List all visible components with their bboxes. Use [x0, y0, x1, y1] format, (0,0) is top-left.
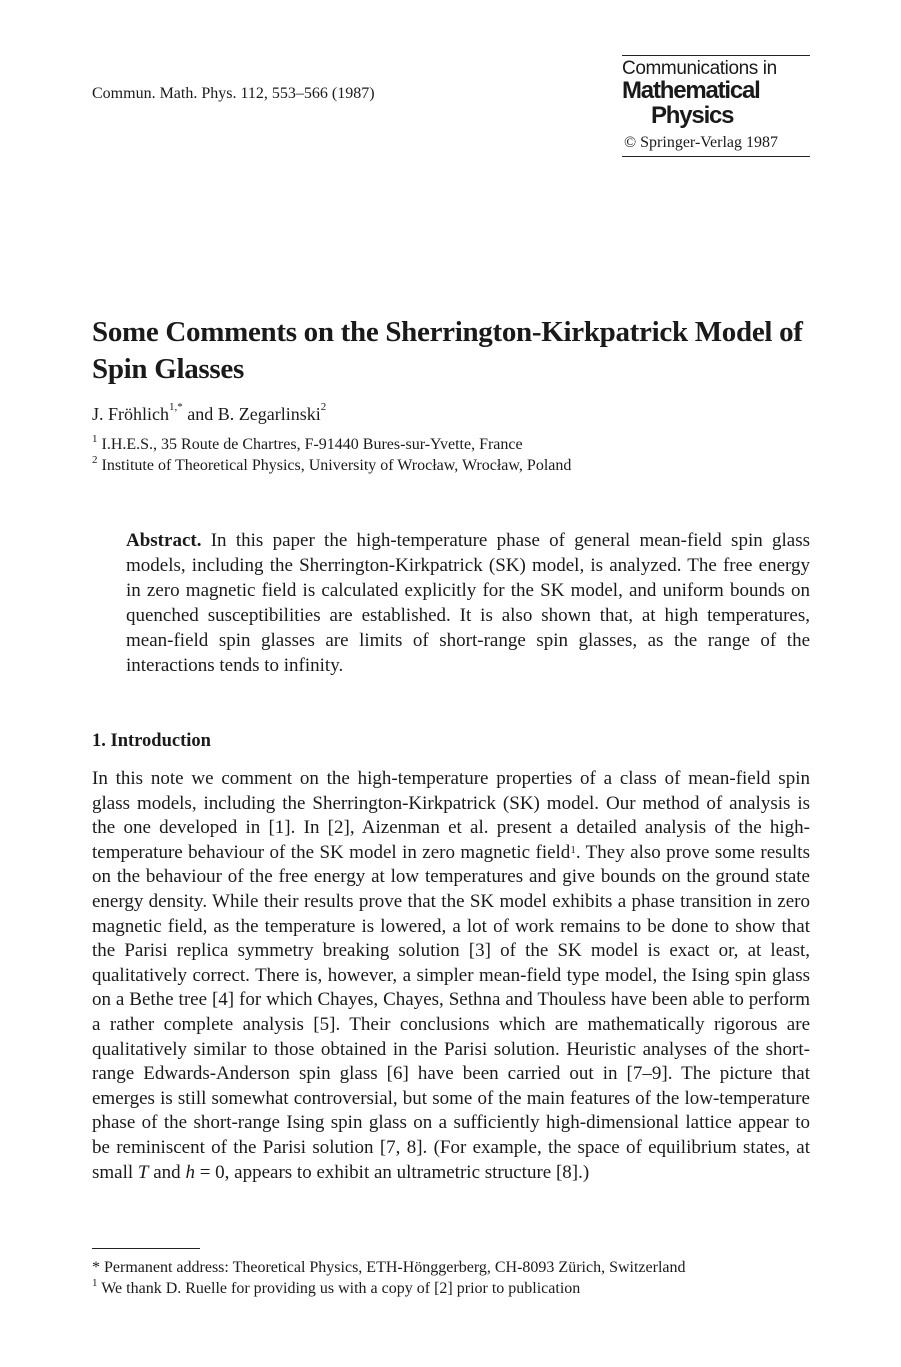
footnote-text: Permanent address: Theoretical Physics, ETH-Hönggerberg, CH-8093 Zürich, Switzerland — [104, 1259, 686, 1276]
affiliation-mark: 1 — [92, 433, 98, 445]
math-symbol: T — [137, 1161, 149, 1183]
paragraph-text: . They also prove some results on the behaviour of the free energy at low temperatures and give bounds on the ground state energy density. While their results prove that the SK model exhibits a phase transition in zero magnetic field, as the temperature is lowered, a lot of work remains to be done to show that the Parisi replica symmetry breaking solution [3] of the SK model is exact or, at least, qualitatively correct. There is, however, a simpler mean-field type model, the Ising spin glass on a Bethe tree [4] for which Chayes, Chayes, Sethna and Thouless have been able to perform a rather complete analysis [5]. Their conclusions which are mathematically rigorous are qualitatively similar to those obtained in the Parisi solution. Heuristic analyses of the short-range Edwards-Anderson spin glass [6] have been carried out in [7–9]. The picture that emerges is still somewhat controversial, but some of the main features of the low-temperature phase of the short-range Ising spin glass on a sufficiently high-dimensional lattice appear to be reminiscent of the Parisi solution [7, 8]. (For example, the space of equilibrium states, at small — [92, 841, 810, 1183]
footnote-rule — [92, 1248, 200, 1249]
affiliation-text: Institute of Theoretical Physics, University of Wrocław, Wrocław, Poland — [101, 457, 572, 474]
journal-name-line2: Mathematical — [622, 77, 760, 104]
author-line — [92, 401, 327, 425]
footnote-mark: * — [92, 1259, 100, 1276]
author-affiliation-mark: 1,* — [169, 401, 183, 413]
footnote — [92, 1259, 685, 1277]
article-title: Some Comments on the Sherrington-Kirkpatrick Model of Spin Glasses — [92, 316, 803, 385]
logo-bottom-rule — [622, 156, 810, 157]
journal-citation: Commun. Math. Phys. 112, 553–566 (1987) — [92, 85, 375, 102]
affiliation-mark: 2 — [92, 454, 98, 466]
paragraph-text: In this note we comment on the high-temperature properties of a class of mean-field spin glass models, including the Sherrington-Kirkpatrick (SK) model. Our method of analysis is the one developed in [1]. In [2], Aizenman et al. present a detailed analysis of the high-temperature behaviour of the SK model in zero magnetic field — [92, 768, 810, 863]
paragraph-text: = 0, appears to exhibit an ultrametric structure [8].) — [194, 1161, 590, 1183]
author-name: J. Fröhlich — [92, 404, 170, 424]
affiliation-text: I.H.E.S., 35 Route de Chartres, F-91440 Bures-sur-Yvette, France — [101, 436, 523, 453]
author-affiliation-mark: 2 — [320, 401, 327, 413]
footnote-text: We thank D. Ruelle for providing us with a copy of [2] prior to publication — [101, 1280, 581, 1297]
paragraph-text: and — [148, 1161, 186, 1183]
logo-top-rule — [622, 55, 810, 56]
journal-name-line1: Communications in — [622, 58, 777, 79]
abstract — [126, 528, 810, 678]
author-joiner: and — [182, 404, 218, 424]
math-symbol: h — [185, 1161, 195, 1183]
author-name: B. Zegarlinski — [217, 404, 321, 424]
introduction-paragraph — [92, 767, 810, 1185]
abstract-label: Abstract. — [126, 530, 202, 551]
footnote-reference: 1 — [570, 843, 576, 856]
copyright-notice: © Springer-Verlag 1987 — [624, 134, 779, 151]
affiliation — [92, 433, 523, 454]
affiliation — [92, 454, 572, 475]
section-heading: 1. Introduction — [92, 731, 211, 751]
footnote — [92, 1277, 581, 1298]
footnote-mark: 1 — [92, 1277, 98, 1289]
journal-name-line3: Physics — [651, 102, 734, 129]
abstract-text: In this paper the high-temperature phase of general mean-field spin glass models, including the Sherrington-Kirkpatrick (SK) model, is analyzed. The free energy in zero magnetic field is calculated explicitly for the SK model, and uniform bounds on quenched susceptibilities are established. It is also shown that, at high temperatures, mean-field spin glasses are limits of short-range spin glasses, as the range of the interactions tends to infinity. — [126, 530, 810, 676]
